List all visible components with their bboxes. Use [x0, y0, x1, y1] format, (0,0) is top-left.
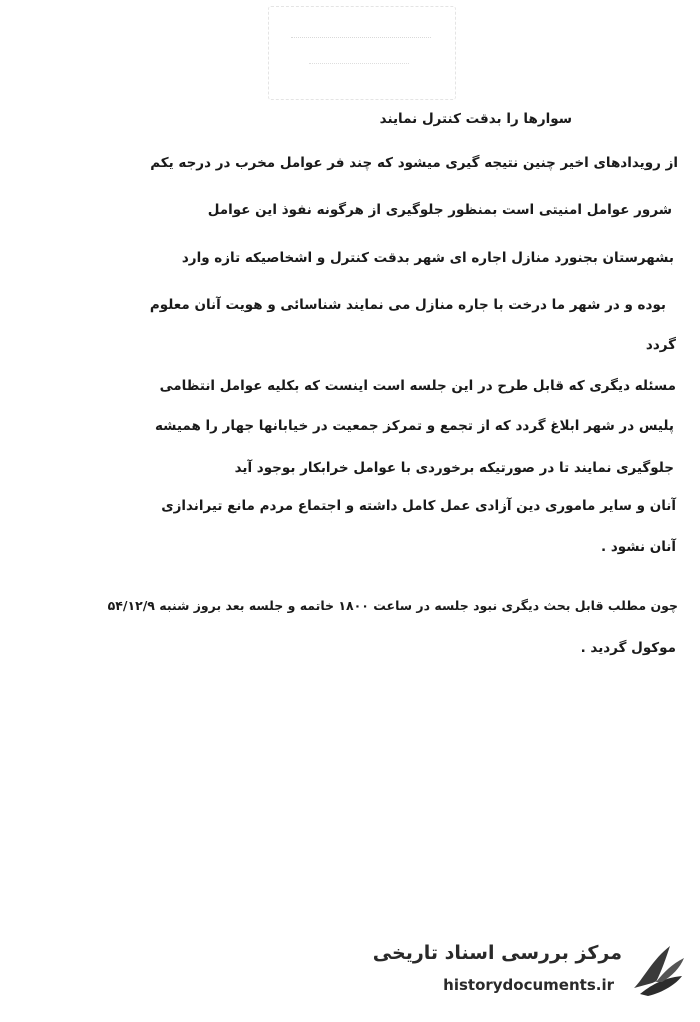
doc-line-6: گردد	[645, 337, 676, 353]
doc-line-7: مسئله دیگری که قابل طرح در این جلسه است اینست که بکلیه عوامل انتظامی	[159, 378, 676, 394]
book-quill-icon	[626, 938, 690, 1002]
doc-line-13: موکول گردید .	[580, 640, 676, 656]
doc-line-8: پلیس در شهر ابلاغ گردد که از تجمع و تمرکز جمعیت در خیابانها جهار را همیشه	[154, 418, 674, 434]
doc-line-12: چون مطلب قابل بحث دیگری نبود جلسه در ساعت ۱۸۰۰ خاتمه و جلسه بعد بروز شنبه ۵۴/۱۲/۹	[107, 598, 678, 613]
logo-website: historydocuments.ir	[443, 976, 614, 994]
doc-line-1: سوارها را بدقت کنترل نمایند	[379, 111, 572, 127]
doc-line-5: بوده و در شهر ما درخت با جاره منازل می نمایند شناسائی و هویت آنان معلوم	[149, 297, 666, 313]
doc-line-11: آنان نشود .	[600, 539, 676, 555]
logo-title-fa: مرکز بررسی اسناد تاریخی	[372, 942, 622, 964]
faded-stamp-box	[268, 6, 456, 100]
doc-line-2: از رویدادهای اخیر چنین نتیجه گیری میشود که چند فر عوامل مخرب در درجه یکم	[150, 155, 678, 171]
doc-line-3: شرور عوامل امنیتی است بمنظور جلوگیری از هرگونه نفوذ این عوامل	[207, 202, 672, 218]
doc-line-10: آنان و سایر ماموری دین آزادی عمل کامل داشته و اجتماع مردم مانع تیراندازی	[161, 498, 676, 514]
doc-line-4: بشهرستان بجنورد منازل اجاره ای شهر بدقت کنترل و اشخاصیکه تازه وارد	[181, 250, 674, 266]
footer-logo	[372, 938, 690, 1008]
doc-line-9: جلوگیری نمایند تا در صورتیکه برخوردی با عوامل خرابکار بوجود آید	[234, 460, 674, 476]
